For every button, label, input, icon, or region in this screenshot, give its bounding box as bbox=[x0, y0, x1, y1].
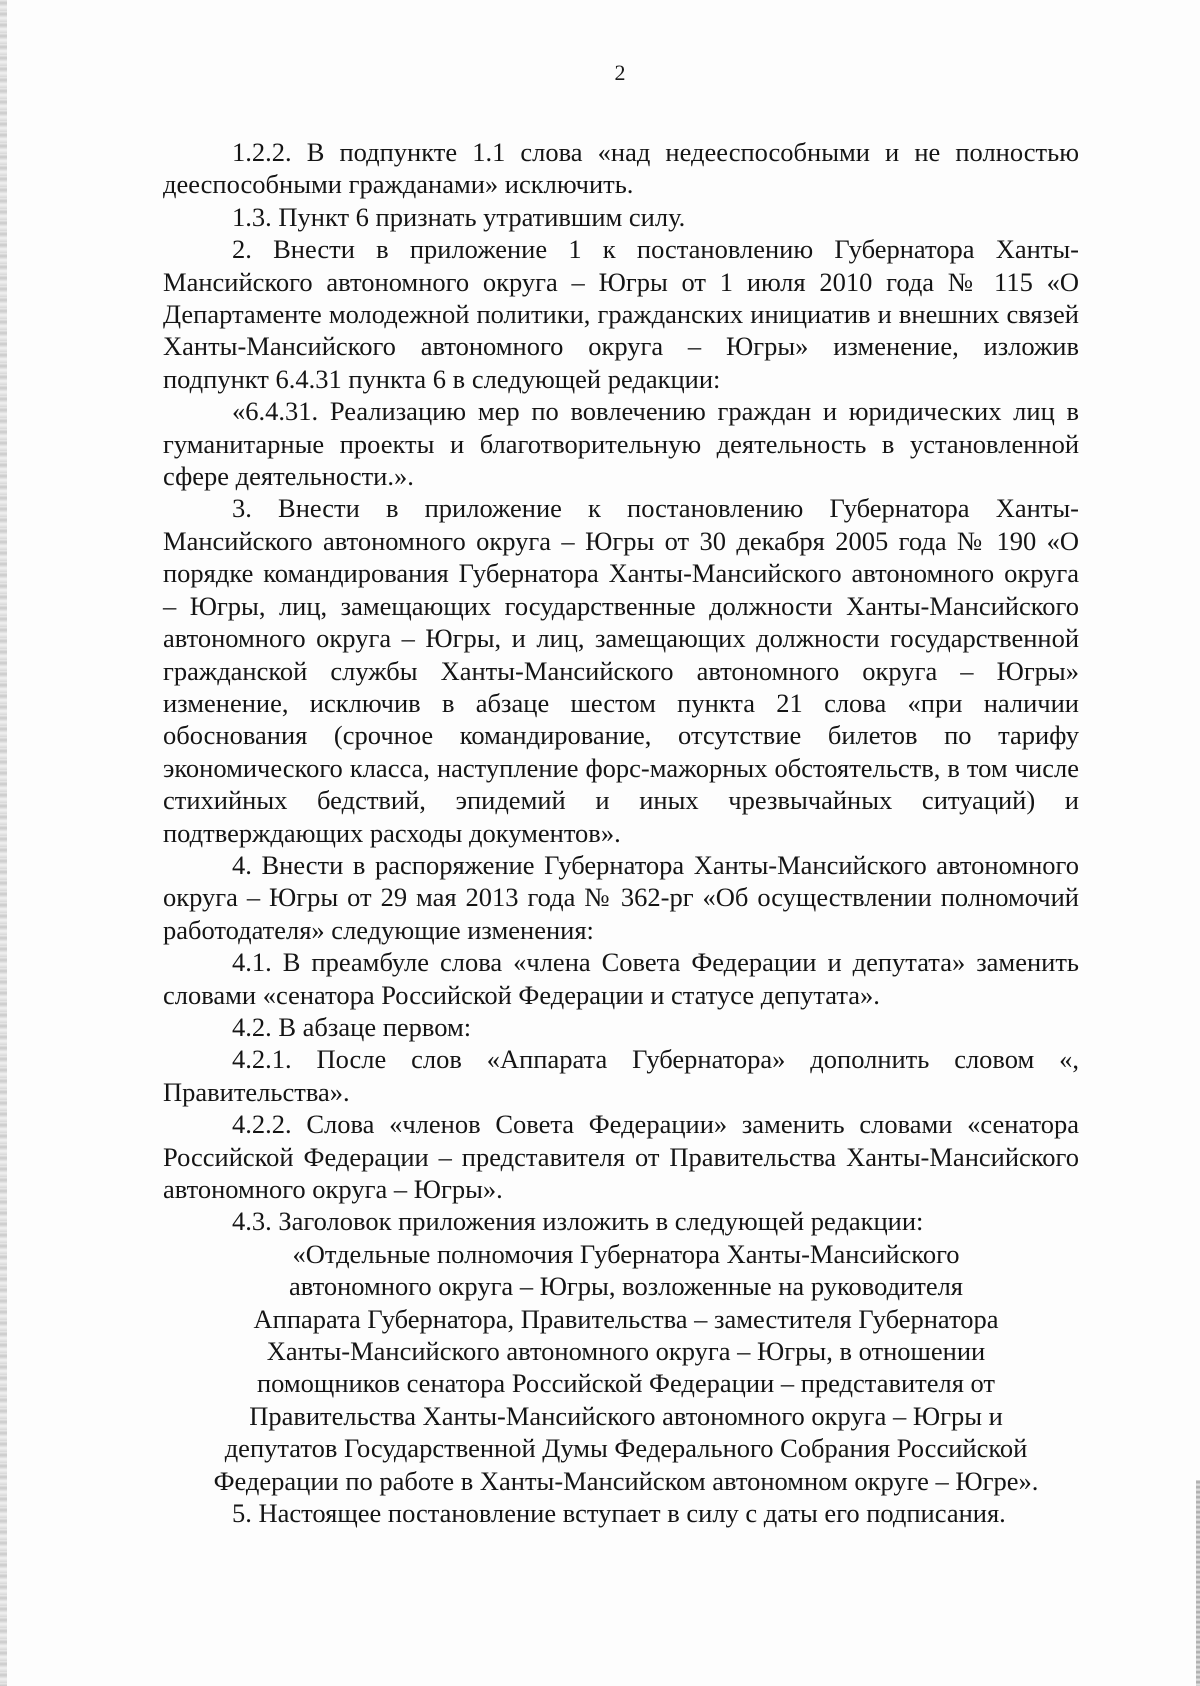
scan-edge-left bbox=[0, 0, 7, 1686]
paragraph-4-2-1: 4.2.1. После слов «Аппарата Губернатора» дополнить словом «, Правительства». bbox=[163, 1044, 1079, 1107]
appendix-title-line: Федерации по работе в Ханты-Мансийском автономном округе – Югре». bbox=[213, 1465, 1039, 1496]
paragraph-4-2-2: 4.2.2. Слова «членов Совета Федерации» заменить словами «сенатора Российской Федерации – представителя от Правительства Ханты-Мансийского автономного округа – Югры». bbox=[163, 1109, 1079, 1204]
paragraph-3: 3. Внести в приложение к постановлению Губернатора Ханты-Мансийского автономного округа – Югры от 30 декабря 2005 года № 190 «О порядке командирования Губернатора Ханты-Мансийского автономного округа – Югры, лиц, замещающих государственные должности Ханты-Мансийского автономного округа – Югры, и лиц, замещающих должности государственной гражданской службы Ханты-Мансийского автономного округа – Югры» изменение, исключив в абзаце шестом пункта 21 слова «при наличии обоснования (срочное командирование, отсутствие билетов по тарифу экономического класса, наступление форс-мажорных обстоятельств, в том числе стихийных бедствий, эпидемий и иных чрезвычайных ситуаций) и подтверждающих расходы документов». bbox=[163, 493, 1079, 848]
appendix-title-line: депутатов Государственной Думы Федерального Собрания Российской bbox=[224, 1433, 1028, 1464]
paragraph-1-3: 1.3. Пункт 6 признать утратившим силу. bbox=[232, 201, 686, 232]
paragraph-6-4-31-quote: «6.4.31. Реализацию мер по вовлечению граждан и юридических лиц в гуманитарные проекты и благотворительную деятельность в установленной сфере деятельности.». bbox=[163, 396, 1079, 492]
appendix-title-line: «Отдельные полномочия Губернатора Ханты-Мансийского bbox=[292, 1238, 960, 1269]
page-number: 2 bbox=[614, 60, 626, 85]
paragraph-1-2-2: 1.2.2. В подпункте 1.1 слова «над недееспособными и не полностью дееспособными гражданами» исключить. bbox=[163, 137, 1079, 200]
paragraph-5: 5. Настоящее постановление вступает в силу с даты его подписания. bbox=[232, 1498, 1006, 1529]
appendix-title-line: Ханты-Мансийского автономного округа – Югры, в отношении bbox=[266, 1336, 986, 1367]
paragraph-4-3: 4.3. Заголовок приложения изложить в следующей редакции: bbox=[232, 1206, 924, 1237]
paragraph-2: 2. Внести в приложение 1 к постановлению Губернатора Ханты-Мансийского автономного округа – Югры от 1 июля 2010 года № 115 «О Департаменте молодежной политики, гражданских инициатив и внешних связей Ханты-Мансийского автономного округа – Югры» изменение, изложив подпункт 6.4.31 пункта 6 в следующей редакции: bbox=[163, 234, 1079, 394]
appendix-title-line: Правительства Ханты-Мансийского автономного округа – Югры и bbox=[249, 1400, 1003, 1431]
document-body bbox=[163, 136, 1079, 1529]
paragraph-4-2: 4.2. В абзаце первом: bbox=[232, 1011, 472, 1042]
appendix-title-quote bbox=[163, 1238, 1079, 1497]
appendix-title-line: Аппарата Губернатора, Правительства – заместителя Губернатора bbox=[253, 1303, 999, 1334]
appendix-title-line: автономного округа – Югры, возложенные на руководителя bbox=[288, 1271, 963, 1302]
paragraph-4-1: 4.1. В преамбуле слова «члена Совета Федерации и депутата» заменить словами «сенатора Российской Федерации и статусе депутата». bbox=[163, 947, 1079, 1010]
paragraph-4: 4. Внести в распоряжение Губернатора Ханты-Мансийского автономного округа – Югры от 29 мая 2013 года № 362-рг «Об осуществлении полномочий работодателя» следующие изменения: bbox=[163, 849, 1079, 945]
appendix-title-line: помощников сенатора Российской Федерации – представителя от bbox=[256, 1368, 996, 1399]
scan-edge-right bbox=[1196, 1480, 1200, 1686]
